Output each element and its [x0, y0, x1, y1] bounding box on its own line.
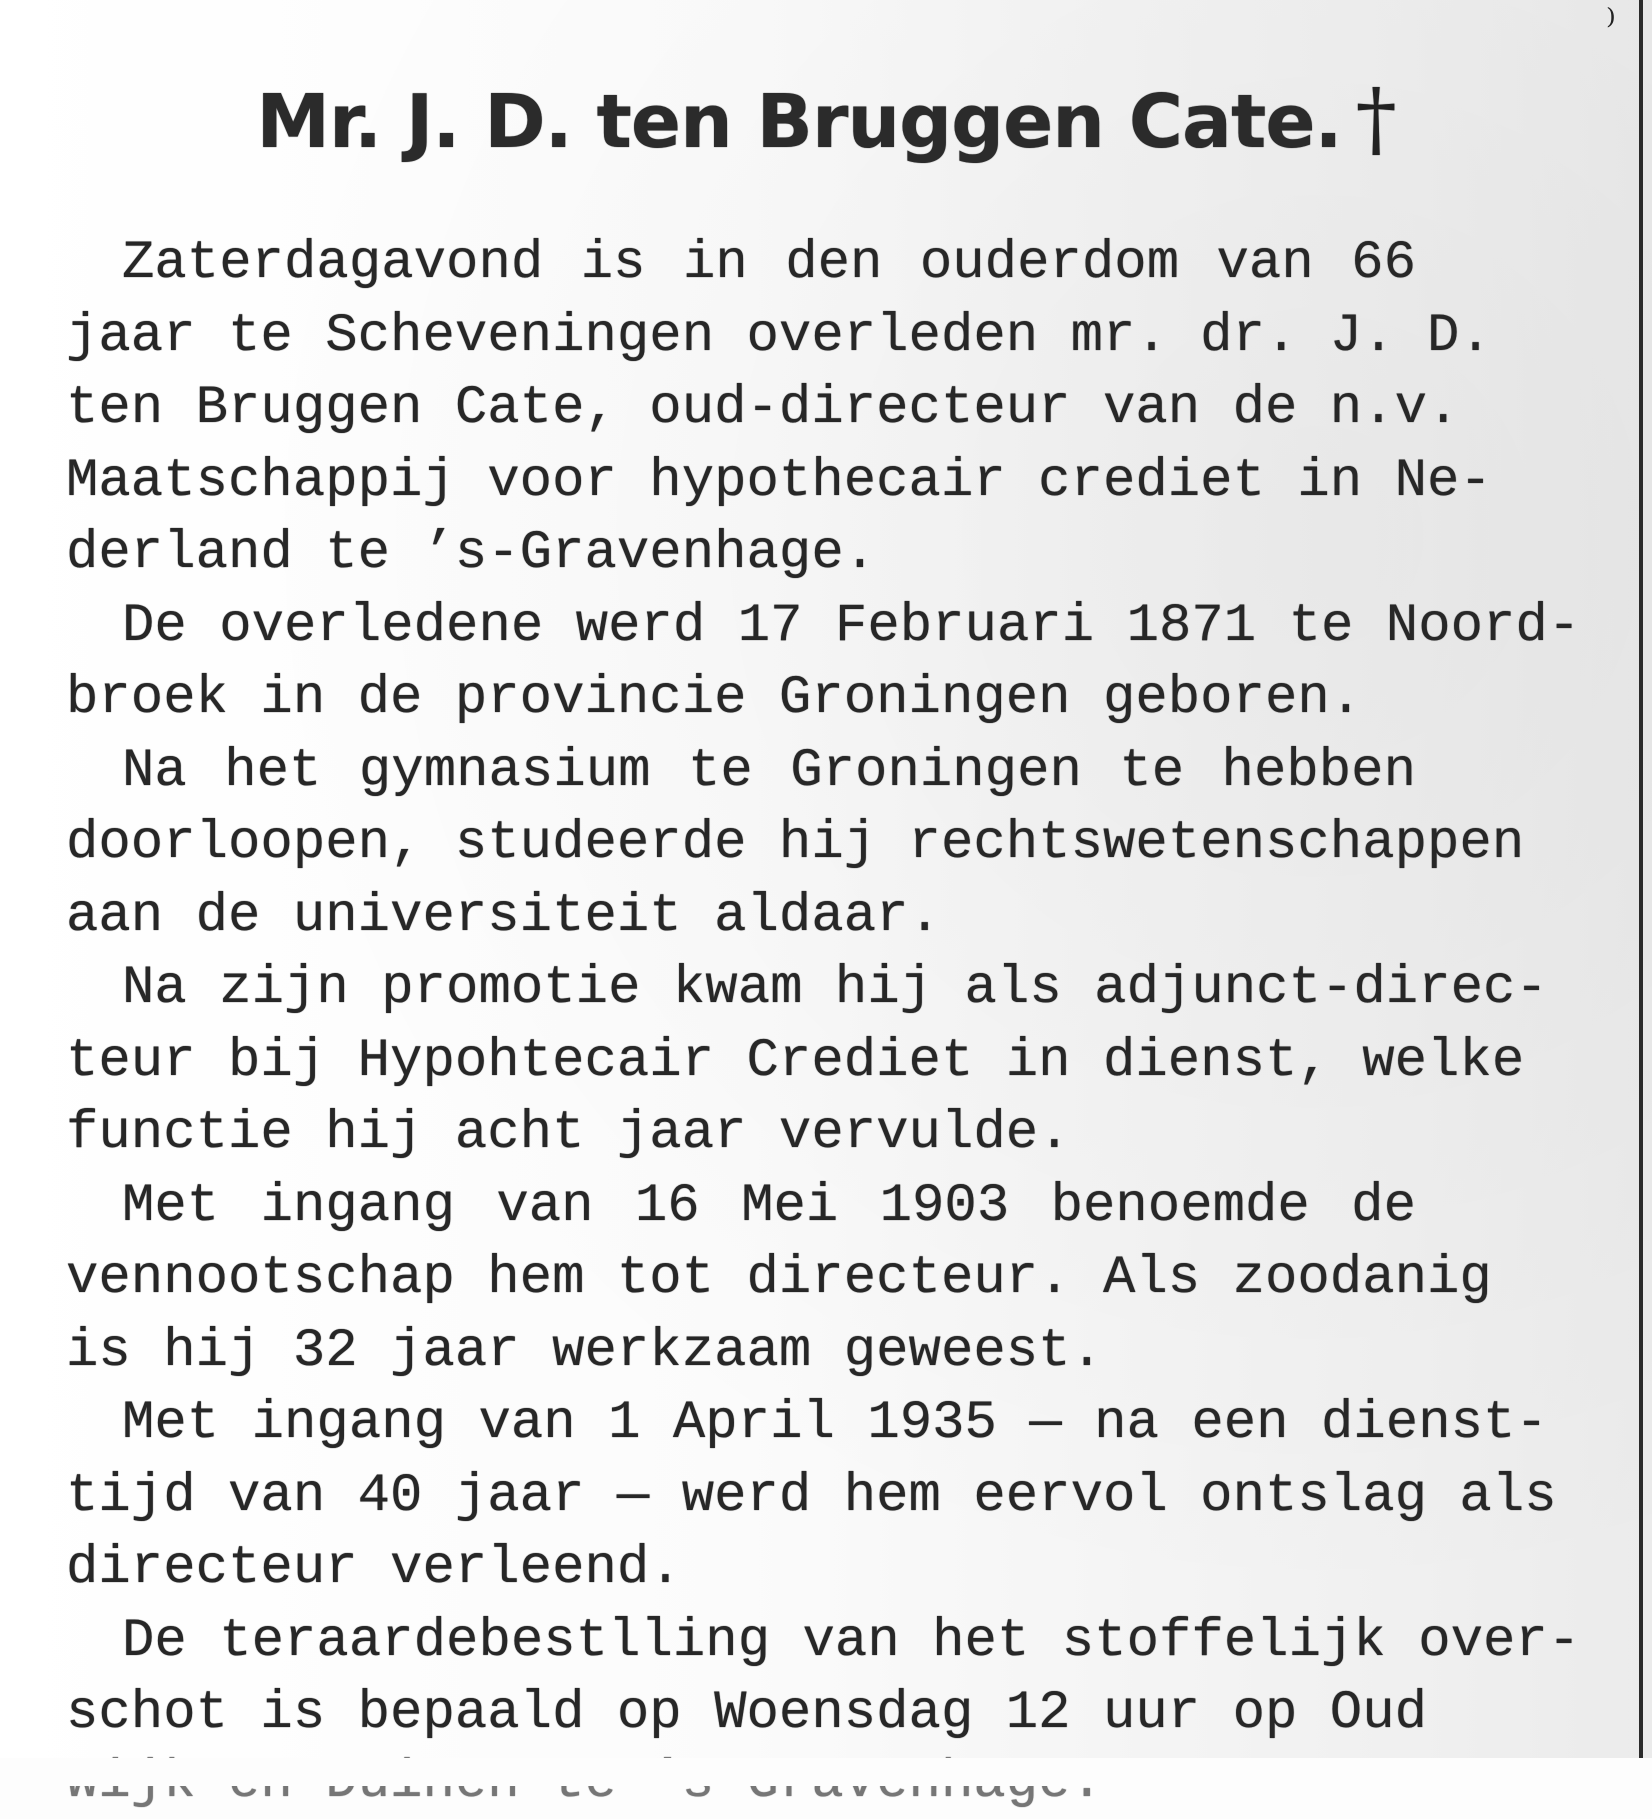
text-line: Maatschappij voor hypothecair crediet in Ne-	[66, 446, 1416, 519]
page-bottom-margin	[0, 1758, 1652, 1786]
text-line: schot is bepaald op Woensdag 12 uur op Oud	[66, 1678, 1416, 1751]
text-line: functie hij acht jaar vervulde.	[66, 1098, 1416, 1171]
cross-icon: †	[1356, 72, 1396, 167]
headline-text: Mr. J. D. ten Bruggen Cate.	[256, 79, 1341, 165]
text-line: teur bij Hypohtecair Crediet in dienst, welke	[66, 1026, 1416, 1099]
text-line: Na het gymnasium te Groningen te hebben	[66, 736, 1416, 809]
text-line: vennootschap hem tot directeur. Als zoodanig	[66, 1243, 1416, 1316]
text-line: is hij 32 jaar werkzaam geweest.	[66, 1316, 1416, 1389]
text-line: De teraardebestlling van het stoffelijk over-	[66, 1606, 1416, 1679]
article-body	[66, 228, 1416, 1775]
text-line: Zaterdagavond is in den ouderdom van 66	[66, 228, 1416, 301]
headline	[0, 72, 1652, 167]
text-line: doorloopen, studeerde hij rechtswetenschappen	[66, 808, 1416, 881]
text-line: Met ingang van 16 Mei 1903 benoemde de	[66, 1171, 1416, 1244]
text-line: tijd van 40 jaar — werd hem eervol ontslag als	[66, 1461, 1416, 1534]
text-line: ten Bruggen Cate, oud-directeur van de n.v.	[66, 373, 1416, 446]
text-line: broek in de provincie Groningen geboren.	[66, 663, 1416, 736]
text-line: De overledene werd 17 Februari 1871 te Noord-	[66, 591, 1416, 664]
column-rule	[1639, 0, 1643, 1770]
text-line: derland te ’s-Gravenhage.	[66, 518, 1416, 591]
corner-mark: ⁾	[1606, 4, 1616, 44]
text-line: directeur verleend.	[66, 1533, 1416, 1606]
text-line: Met ingang van 1 April 1935 — na een dienst-	[66, 1388, 1416, 1461]
text-line: aan de universiteit aldaar.	[66, 881, 1416, 954]
text-line: Na zijn promotie kwam hij als adjunct-direc-	[66, 953, 1416, 1026]
text-line: jaar te Scheveningen overleden mr. dr. J. D.	[66, 301, 1416, 374]
